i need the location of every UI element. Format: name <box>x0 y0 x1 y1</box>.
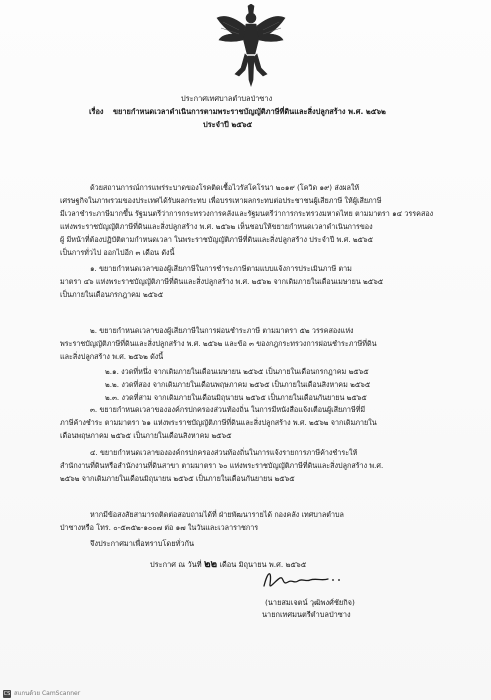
dateline-prefix: ประกาศ ณ วันที่ <box>150 560 202 569</box>
item-1-line: ๑. ขยายกำหนดเวลาของผู้เสียภาษีในการชำระภาษีตามแบบแจ้งการประเมินภาษี ตาม <box>90 264 352 273</box>
item-4-line: ๒๕๖๒ จากเดิมภายในเดือนมิถุนายน ๒๕๖๕ เป็นภายในเดือนกันยายน ๒๕๖๕ <box>60 474 295 483</box>
item-1-line: มาตรา ๔๖ แห่งพระราชบัญญัติภาษีที่ดินและสิ่งปลูกสร้าง พ.ศ. ๒๕๖๒ จากเดิมภายในเดือนเมษายน ๒๕๖๕ <box>60 277 384 286</box>
item-1-line: เป็นภายในเดือนกรกฎาคม ๒๕๖๕ <box>60 290 164 299</box>
item-3-line: ภาษีค้างชำระ ตามมาตรา ๖๑ แห่งพระราชบัญญัติภาษีที่ดินและสิ่งปลูกสร้าง พ.ศ. ๒๕๖๒ จากเดิมภายใน <box>60 418 377 427</box>
intro-line: เป็นการทั่วไป ออกไปอีก ๓ เดือน ดังนี้ <box>60 248 175 257</box>
scanner-text: สแกนด้วย CamScanner <box>14 690 81 697</box>
garuda-emblem <box>215 4 287 88</box>
intro-line: มีเวลาชำระภาษีมากขึ้น รัฐมนตรีว่าการกระทรวงการคลังและรัฐมนตรีว่าการกระทรวงมหาดไทย ตามมาตรา ๑๔ วรรคสอง <box>60 209 434 218</box>
item-3-line: เดือนพฤษภาคม ๒๕๖๕ เป็นภายในเดือนสิงหาคม ๒๕๖๕ <box>60 431 232 440</box>
intro-line: ด้วยสถานการณ์การแพร่ระบาดของโรคติดเชื้อไวรัสโคโรนา ๒๐๑๙ (โควิด ๑๙) ส่งผลให้ <box>90 183 360 192</box>
item-2-sub <box>105 365 445 404</box>
fiscal-year: ประจำปี ๒๕๖๕ <box>203 120 253 129</box>
item-2-line: และสิ่งปลูกสร้าง พ.ศ. ๒๕๖๒ ดังนี้ <box>60 352 164 361</box>
dateline-suffix: เดือน มิถุนายน พ.ศ. ๒๕๖๕ <box>219 560 307 569</box>
item-4 <box>60 446 445 485</box>
item-3 <box>60 403 445 442</box>
signatory-name: (นายสมเจตน์ วุฒิพงศ์ชัยกิจ) <box>265 598 355 607</box>
contact-line: หากมีข้อสงสัยสามารถติดต่อสอบถามได้ที่ ฝ่ายพัฒนารายได้ กองคลัง เทศบาลตำบล <box>90 510 344 519</box>
subject-text: ขยายกำหนดเวลาดำเนินการตามพระราชบัญญัติภาษีที่ดินและสิ่งปลูกสร้าง พ.ศ. ๒๕๖๒ <box>113 107 386 116</box>
intro-paragraph <box>60 181 445 259</box>
handwritten-signature <box>258 566 358 594</box>
item-2-line: ๒. ขยายกำหนดเวลาของผู้เสียภาษีในการผ่อนชำระภาษี ตามมาตรา ๕๒ วรรคสองแห่ง <box>90 326 354 335</box>
item-2 <box>60 324 445 363</box>
contact-line: ป่าซางหรือ โทร. ๐-๕๓๕๒-๑๐๐๗ ต่อ ๑๗ ในวันและเวลาราชการ <box>60 523 259 532</box>
installment-line: ๒.๓. งวดที่สาม จากเดิมภายในเดือนมิถุนายน ๒๕๖๕ เป็นภายในเดือนกันยายน ๒๕๖๕ <box>105 393 367 402</box>
signatory-position: นายกเทศมนตรีตำบลป่าซาง <box>262 610 351 619</box>
item-1 <box>60 262 445 301</box>
closing-text: จึงประกาศมาเพื่อทราบโดยทั่วกัน <box>90 539 195 548</box>
intro-line: ผู้ มีหน้าที่ต้องปฏิบัติตามกำหนดเวลา ในพระราชบัญญัติภาษีที่ดินและสิ่งปลูกสร้าง ประจำปี พ.ศ. ๒๕๖๕ <box>60 235 374 244</box>
subject-label: เรื่อง <box>89 107 104 116</box>
camscanner-icon: CS <box>3 691 11 697</box>
item-4-line: ๔. ขยายกำหนดเวลาขององค์กรปกครองส่วนท้องถิ่นในการแจ้งรายการภาษีค้างชำระให้ <box>90 448 358 457</box>
installment-line: ๒.๑. งวดที่หนึ่ง จากเดิมภายในเดือนเมษายน ๒๕๖๕ เป็นภายในเดือนกรกฎาคม ๒๕๖๕ <box>105 367 369 376</box>
item-2-line: พระราชบัญญัติภาษีที่ดินและสิ่งปลูกสร้าง พ.ศ. ๒๕๖๒ และข้อ ๓ ของกฎกระทรวงการผ่อนชำระภาษีที่ดิน <box>60 339 377 348</box>
scanner-watermark <box>3 688 80 698</box>
item-4-line: สำนักงานที่ดินหรือสำนักงานที่ดินสาขา ตามมาตรา ๖๐ แห่งพระราชบัญญัติภาษีที่ดินและสิ่งปลูกสร้าง พ.ศ. <box>60 461 384 470</box>
contact-paragraph <box>60 508 445 534</box>
agency-title: ประกาศเทศบาลตำบลป่าซาง <box>181 94 273 103</box>
intro-line: เศรษฐกิจในภาพรวมของประเทศได้รับผลกระทบ เพื่อบรรเทาผลกระทบต่อประชาชนผู้เสียภาษี ให้ผู้เสียภาษี <box>60 196 382 205</box>
installment-line: ๒.๒. งวดที่สอง จากเดิมภายในเดือนพฤษภาคม ๒๕๖๕ เป็นภายในเดือนสิงหาคม ๒๕๖๕ <box>105 380 371 389</box>
dateline-day: ๒๒ <box>203 559 218 570</box>
intro-line: แห่งพระราชบัญญัติภาษีที่ดินและสิ่งปลูกสร้าง พ.ศ. ๒๕๖๒ เห็นชอบให้ขยายกำหนดเวลาดำเนินการของ <box>60 222 373 231</box>
item-3-line: ๓. ขยายกำหนดเวลาขององค์กรปกครองส่วนท้องถิ่น ในการมีหนังสือแจ้งเตือนผู้เสียภาษีที่มี <box>90 405 366 414</box>
